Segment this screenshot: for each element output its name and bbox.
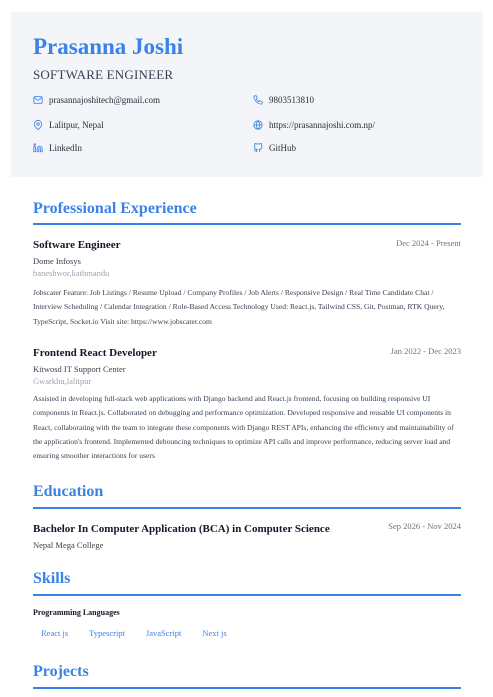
contact-phone[interactable]: [253, 95, 314, 105]
education-divider: [33, 507, 461, 509]
phone-icon: [253, 95, 263, 105]
candidate-name: Prasanna Joshi: [33, 34, 184, 59]
contact-linkedin-text: LinkedIn: [49, 143, 82, 153]
projects-section-title: Projects: [33, 663, 89, 680]
contact-github[interactable]: [253, 143, 296, 153]
job-1-location: baneshwor,kathmandu: [33, 268, 110, 278]
skill-category: Programming Languages: [33, 608, 120, 617]
skill-tag: Next js: [202, 628, 227, 638]
job-1-description: Jobscater Feature: Job Listings / Resume Upload / Company Profiles / Job Alerts / Responsive Design / Real Time Candidate Chat / Interview Scheduling / Calendar Integration / Role-Based Access Technology Used: React.js, Tailwind CSS, Git, Postman, RTK Query, TypeScript, Socket.io Visit site: https://www.jobscater.com: [33, 288, 445, 326]
contact-location-text: Lalitpur, Nepal: [49, 120, 104, 130]
skill-tags: [33, 628, 240, 638]
job-2-description: Assisted in developing full-stack web applications with Django backend and React.js frontend, focusing on building responsive UI components in React.js. Collaborated on debugging and performance optimization. Developed responsive and reusable UI components in React, collaborating with the team to integrate these components with Django REST APIs, enhancing the efficiency and maintainability of the application's frontend. Implemented debouncing techniques to optimize API calls and improve performance, reducing server load and ensuring smoother interactions for users: [33, 394, 454, 461]
github-icon: [253, 143, 263, 153]
contact-website[interactable]: [253, 120, 375, 130]
contact-linkedin[interactable]: [33, 143, 82, 153]
job-2-company: Kitwosd IT Support Center: [33, 364, 126, 374]
job-1-company: Dome Infosys: [33, 256, 81, 266]
candidate-role: SOFTWARE ENGINEER: [33, 67, 174, 82]
skills-divider: [33, 594, 461, 596]
skills-section-title: Skills: [33, 570, 71, 587]
education-degree: Bachelor In Computer Application (BCA) in Computer Science: [33, 523, 330, 535]
job-1-date: Dec 2024 - Present: [396, 238, 461, 248]
education-section-title: Education: [33, 483, 104, 500]
skill-tag: JavaScript: [145, 628, 182, 638]
contact-email[interactable]: [33, 95, 160, 105]
contact-website-text: https://prasannajoshi.com.np/: [269, 120, 375, 130]
projects-divider: [33, 687, 461, 689]
mail-icon: [33, 95, 43, 105]
contact-github-text: GitHub: [269, 143, 296, 153]
skill-tag: Typescript: [89, 628, 125, 638]
job-2-location: Gwarkhu,lalitpur: [33, 376, 92, 386]
job-2-title: Frontend React Developer: [33, 347, 157, 359]
contact-phone-text: 9803513810: [269, 95, 314, 105]
education-school: Nepal Mega College: [33, 540, 104, 550]
globe-icon: [253, 120, 263, 130]
experience-section-title: Professional Experience: [33, 200, 197, 217]
contact-email-text: prasannajoshitech@gmail.com: [49, 95, 161, 105]
skill-tag: React js: [41, 628, 69, 638]
map-pin-icon: [33, 120, 43, 130]
education-date: Sep 2026 - Nov 2024: [388, 521, 461, 531]
job-1-title: Software Engineer: [33, 239, 121, 251]
linkedin-icon: [33, 143, 43, 153]
job-2-date: Jan 2022 - Dec 2023: [390, 346, 461, 356]
contact-location: [33, 120, 104, 130]
experience-divider: [33, 223, 461, 225]
